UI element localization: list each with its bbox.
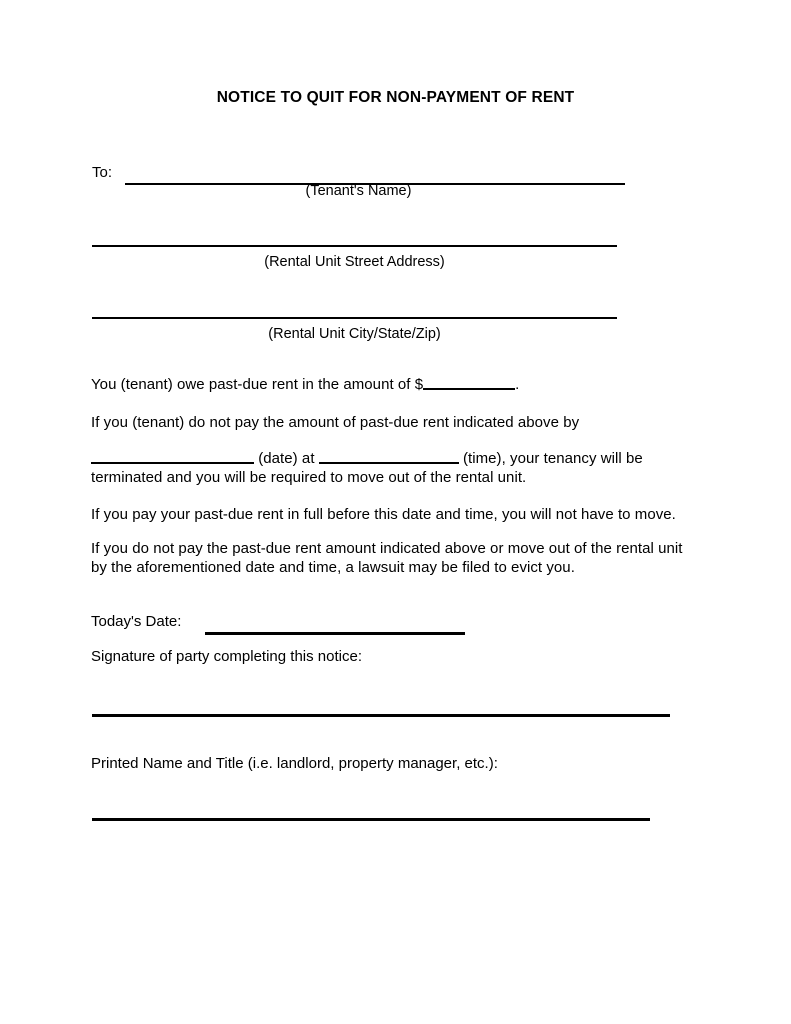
termination-time-blank[interactable]: [319, 449, 459, 464]
page-title: NOTICE TO QUIT FOR NON-PAYMENT OF RENT: [216, 89, 575, 106]
amount-due-paragraph: [91, 375, 519, 394]
city-state-zip-blank-rule[interactable]: [92, 317, 617, 319]
amount-due-prefix-text: You (tenant) owe past-due rent in the amount of $: [91, 376, 424, 393]
printed-name-label: Printed Name and Title (i.e. landlord, property manager, etc.):: [91, 755, 498, 772]
street-address-caption: (Rental Unit Street Address): [264, 254, 445, 270]
todays-date-label: Today's Date:: [91, 613, 182, 630]
termination-continuation-text: terminated and you will be required to move out of the rental unit.: [91, 469, 527, 486]
signature-blank-rule[interactable]: [92, 714, 670, 717]
todays-date-blank-rule[interactable]: [205, 632, 465, 635]
amount-due-suffix-text: .: [515, 376, 520, 393]
date-caption-text: (date) at: [258, 450, 315, 467]
pay-in-full-paragraph: If you pay your past-due rent in full before this date and time, you will not have to move.: [91, 506, 676, 523]
tenant-name-caption: (Tenant's Name): [305, 183, 412, 199]
termination-datetime-paragraph: [91, 449, 691, 487]
termination-date-blank[interactable]: [91, 449, 254, 464]
time-caption-text: (time), your tenancy will be: [462, 450, 643, 467]
nonpayment-intro-paragraph: If you (tenant) do not pay the amount of past-due rent indicated above by: [91, 414, 580, 431]
amount-due-blank[interactable]: [423, 375, 515, 390]
signature-label: Signature of party completing this notice:: [91, 648, 362, 665]
printed-name-blank-rule[interactable]: [92, 818, 650, 821]
to-label: To:: [92, 164, 113, 181]
todays-date-row: [91, 613, 491, 635]
street-address-blank-rule[interactable]: [92, 245, 617, 247]
city-state-zip-caption: (Rental Unit City/State/Zip): [268, 326, 441, 342]
lawsuit-warning-paragraph: If you do not pay the past-due rent amount indicated above or move out of the rental unit by the aforementioned date and time, a lawsuit may be filed to evict you.: [91, 540, 683, 576]
